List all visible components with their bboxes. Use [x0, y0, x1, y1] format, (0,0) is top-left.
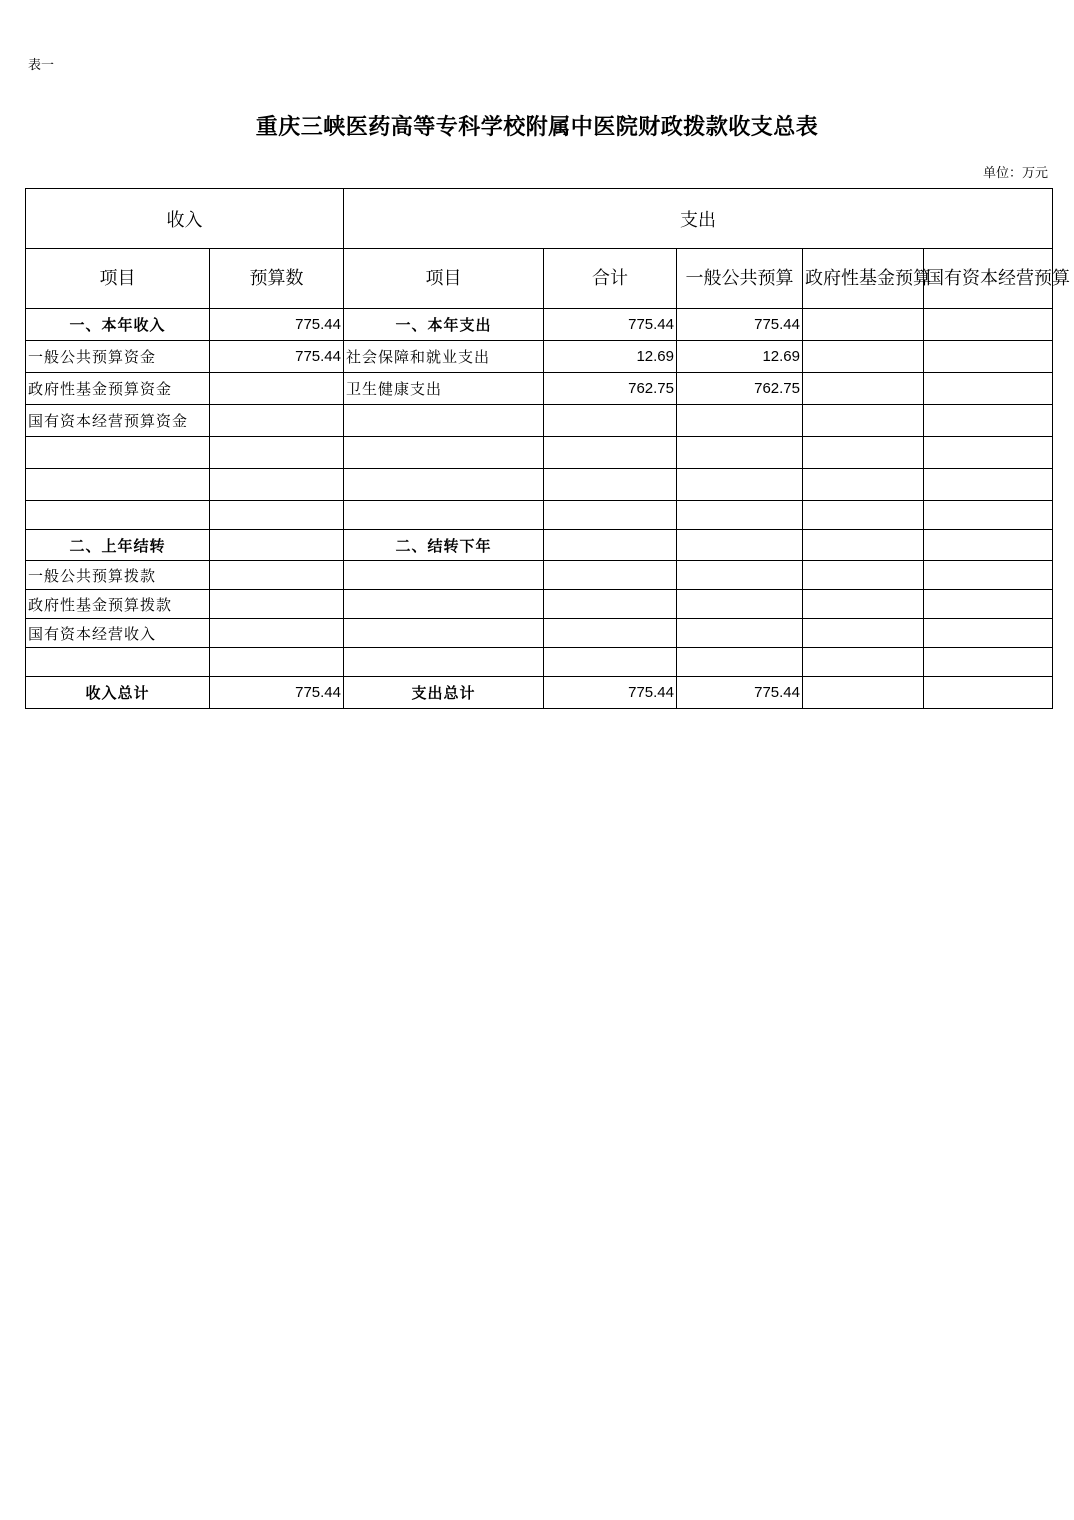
exp-general-cell [677, 561, 803, 590]
exp-item-cell: 社会保障和就业支出 [344, 341, 544, 373]
exp-state-cell [924, 619, 1053, 648]
income-item-cell: 二、上年结转 [26, 530, 210, 561]
income-value-cell [210, 530, 344, 561]
exp-item-cell [344, 590, 544, 619]
exp-total-header: 合计 [544, 249, 677, 309]
income-value-cell [210, 590, 344, 619]
exp-state-cell [924, 677, 1053, 709]
exp-item-cell [344, 469, 544, 501]
exp-state-cell [924, 648, 1053, 677]
income-value-cell [210, 561, 344, 590]
table-row [26, 373, 1053, 405]
exp-fund-cell [803, 501, 924, 530]
income-value-cell [210, 619, 344, 648]
exp-fund-cell [803, 309, 924, 341]
exp-fund-cell [803, 341, 924, 373]
income-item-cell [26, 437, 210, 469]
income-item-cell: 政府性基金预算拨款 [26, 590, 210, 619]
table-row [26, 341, 1053, 373]
exp-state-cell [924, 373, 1053, 405]
table-row [26, 590, 1053, 619]
income-item-cell: 一、本年收入 [26, 309, 210, 341]
income-value-cell [210, 501, 344, 530]
exp-state-cell [924, 405, 1053, 437]
exp-general-cell: 775.44 [677, 677, 803, 709]
exp-fund-cell [803, 530, 924, 561]
exp-fund-header: 政府性基金预算 [803, 249, 924, 309]
exp-general-cell [677, 437, 803, 469]
exp-fund-cell [803, 469, 924, 501]
exp-general-cell [677, 469, 803, 501]
table-row-total [26, 677, 1053, 709]
table-row [26, 469, 1053, 501]
income-item-cell: 国有资本经营预算资金 [26, 405, 210, 437]
income-budget-header: 预算数 [210, 249, 344, 309]
exp-fund-cell [803, 590, 924, 619]
exp-general-header: 一般公共预算 [677, 249, 803, 309]
exp-fund-cell [803, 437, 924, 469]
income-value-cell: 775.44 [210, 309, 344, 341]
exp-total-cell [544, 405, 677, 437]
exp-general-cell [677, 530, 803, 561]
exp-item-cell [344, 437, 544, 469]
income-item-cell [26, 501, 210, 530]
exp-general-cell: 775.44 [677, 309, 803, 341]
income-value-cell [210, 648, 344, 677]
exp-general-cell [677, 405, 803, 437]
income-item-cell: 国有资本经营收入 [26, 619, 210, 648]
exp-item-header: 项目 [344, 249, 544, 309]
exp-total-cell [544, 619, 677, 648]
table-row [26, 309, 1053, 341]
exp-state-cell [924, 437, 1053, 469]
exp-fund-cell [803, 677, 924, 709]
exp-fund-cell [803, 619, 924, 648]
exp-state-cell [924, 530, 1053, 561]
income-value-cell [210, 405, 344, 437]
page-title: 重庆三峡医药高等专科学校附属中医院财政拨款收支总表 [255, 114, 819, 140]
exp-general-cell [677, 648, 803, 677]
income-total-label: 收入总计 [26, 677, 210, 709]
exp-fund-cell [803, 561, 924, 590]
exp-total-cell [544, 648, 677, 677]
income-item-cell: 一般公共预算拨款 [26, 561, 210, 590]
expenditure-header: 支出 [344, 189, 1053, 249]
exp-item-cell [344, 619, 544, 648]
exp-state-cell [924, 561, 1053, 590]
exp-total-cell [544, 501, 677, 530]
table-row [26, 437, 1053, 469]
exp-total-cell: 775.44 [544, 677, 677, 709]
unit-label: 单位：万元 [982, 166, 1048, 181]
exp-general-cell [677, 619, 803, 648]
table-label: 表一 [28, 58, 55, 73]
exp-state-cell [924, 469, 1053, 501]
table-row [26, 619, 1053, 648]
income-header: 收入 [26, 189, 344, 249]
table-row [26, 561, 1053, 590]
exp-state-cell [924, 309, 1053, 341]
exp-fund-cell [803, 405, 924, 437]
exp-item-cell [344, 501, 544, 530]
income-value-cell [210, 437, 344, 469]
income-item-cell [26, 469, 210, 501]
income-item-cell [26, 648, 210, 677]
table-row [26, 405, 1053, 437]
exp-general-cell [677, 501, 803, 530]
exp-total-cell [544, 469, 677, 501]
income-item-header: 项目 [26, 249, 210, 309]
exp-fund-cell [803, 373, 924, 405]
header-row-top [26, 189, 1053, 249]
income-value-cell [210, 469, 344, 501]
income-item-cell: 一般公共预算资金 [26, 341, 210, 373]
exp-total-cell [544, 437, 677, 469]
income-value-cell [210, 373, 344, 405]
income-value-cell: 775.44 [210, 341, 344, 373]
exp-state-header: 国有资本经营预算 [924, 249, 1053, 309]
exp-item-cell [344, 561, 544, 590]
exp-general-cell: 12.69 [677, 341, 803, 373]
exp-total-cell: 775.44 [544, 309, 677, 341]
table-row [26, 648, 1053, 677]
exp-item-cell [344, 648, 544, 677]
exp-item-cell: 一、本年支出 [344, 309, 544, 341]
exp-general-cell [677, 590, 803, 619]
exp-total-cell: 12.69 [544, 341, 677, 373]
income-item-cell: 政府性基金预算资金 [26, 373, 210, 405]
exp-total-label: 支出总计 [344, 677, 544, 709]
exp-general-cell: 762.75 [677, 373, 803, 405]
exp-total-cell [544, 590, 677, 619]
table-row [26, 530, 1053, 561]
exp-fund-cell [803, 648, 924, 677]
exp-total-cell: 762.75 [544, 373, 677, 405]
exp-item-cell: 卫生健康支出 [344, 373, 544, 405]
exp-state-cell [924, 341, 1053, 373]
exp-state-cell [924, 590, 1053, 619]
exp-item-cell [344, 405, 544, 437]
exp-item-cell: 二、结转下年 [344, 530, 544, 561]
table-row [26, 501, 1053, 530]
budget-summary-table [25, 188, 1070, 709]
income-total-value: 775.44 [210, 677, 344, 709]
exp-total-cell [544, 530, 677, 561]
header-row-sub [26, 249, 1053, 309]
exp-state-cell [924, 501, 1053, 530]
exp-total-cell [544, 561, 677, 590]
